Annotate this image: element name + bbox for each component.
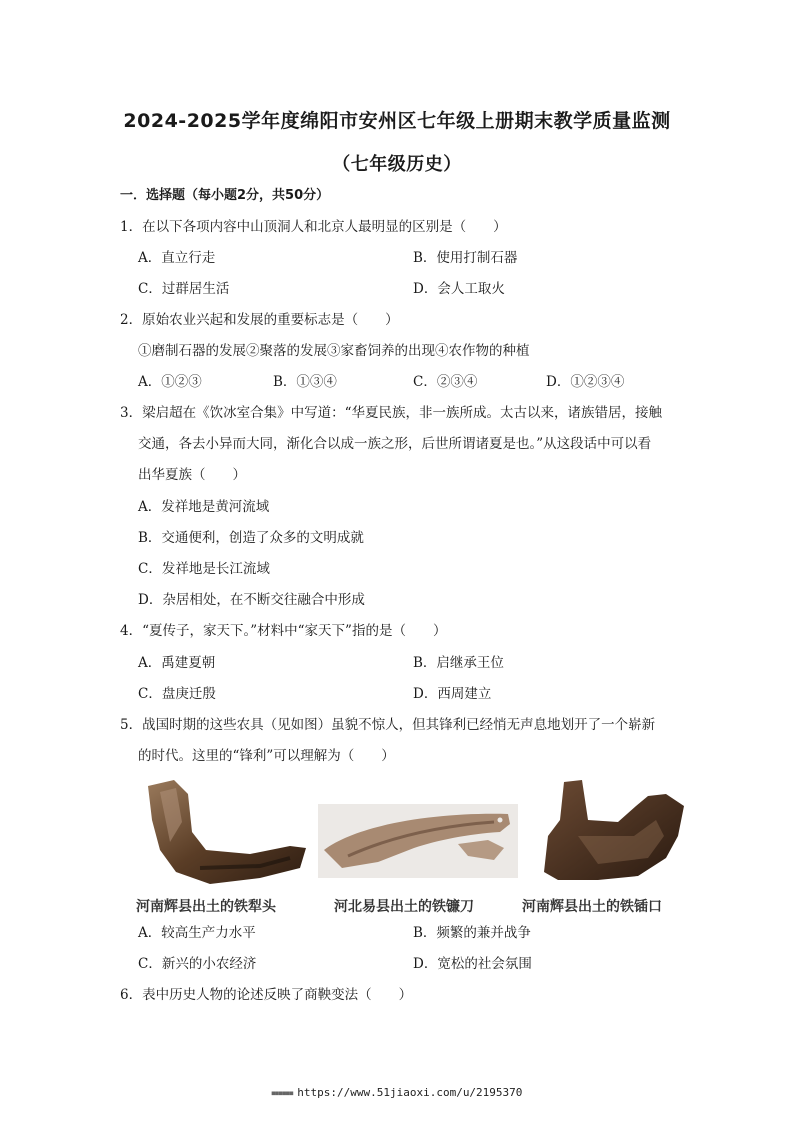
q3-option-b: B．交通便利，创造了众多的文明成就 <box>138 530 364 546</box>
footer-marks: ■■■■■■ <box>271 1089 294 1097</box>
q4-option-c: C．盘庚迁殷 <box>138 686 216 702</box>
iron-plowshare-image <box>140 772 310 890</box>
q3-option-a: A．发祥地是黄河流域 <box>138 499 270 515</box>
q1-option-c: C．过群居生活 <box>138 281 230 297</box>
q1-stem: 1．在以下各项内容中山顶洞人和北京人最明显的区别是（ ） <box>120 219 507 235</box>
q1-option-a: A．直立行走 <box>138 250 216 266</box>
iron-spade-edge-image <box>538 776 688 886</box>
q2-option-a: A．①②③ <box>138 374 202 390</box>
iron-sickle-image <box>318 804 518 878</box>
q3-option-c: C．发祥地是长江流域 <box>138 561 270 577</box>
figure-caption-plowshare: 河南辉县出土的铁犁头 <box>136 899 276 915</box>
q2-option-b: B．①③④ <box>273 374 337 390</box>
q5-option-c: C．新兴的小农经济 <box>138 956 257 972</box>
q5-stem-line1: 5．战国时期的这些农具（见如图）虽貌不惊人，但其锋利已经悄无声息地划开了一个崭新 <box>120 717 656 733</box>
q3-stem-line1: 3．梁启超在《饮冰室合集》中写道：“华夏民族，非一族所成。太古以来，诸族错居，接触 <box>120 405 662 421</box>
q1-option-b: B．使用打制石器 <box>413 250 518 266</box>
q6-stem: 6．表中历史人物的论述反映了商鞅变法（ ） <box>120 987 413 1003</box>
page-footer <box>0 1086 794 1099</box>
q3-option-d: D．杂居相处，在不断交往融合中形成 <box>138 592 365 608</box>
q5-stem-line2: 的时代。这里的“锋利”可以理解为（ ） <box>138 748 395 764</box>
figure-caption-spade: 河南辉县出土的铁锸口 <box>522 899 662 915</box>
q5-option-a: A．较高生产力水平 <box>138 925 256 941</box>
q1-option-d: D．会人工取火 <box>413 281 505 297</box>
q4-option-b: B．启继承王位 <box>413 655 504 671</box>
q3-stem-line2: 交通，各去小异而大同，渐化合以成一族之形，后世所谓诸夏是也。”从这段话中可以看 <box>138 436 652 452</box>
page-title: 2024-2025学年度绵阳市安州区七年级上册期末教学质量监测 <box>123 110 671 132</box>
q4-stem: 4．“夏传子，家天下。”材料中“家天下”指的是（ ） <box>120 623 447 639</box>
q2-option-c: C．②③④ <box>413 374 478 390</box>
q2-option-d: D．①②③④ <box>546 374 625 390</box>
q4-option-a: A．禹建夏朝 <box>138 655 216 671</box>
q2-stem: 2．原始农业兴起和发展的重要标志是（ ） <box>120 312 399 328</box>
q4-option-d: D．西周建立 <box>413 686 492 702</box>
q3-stem-line3: 出华夏族（ ） <box>138 467 246 483</box>
q5-option-b: B．频繁的兼并战争 <box>413 925 531 941</box>
page-subtitle: （七年级历史） <box>332 154 462 175</box>
q2-items: ①磨制石器的发展②聚落的发展③家畜饲养的出现④农作物的种植 <box>138 343 530 359</box>
q5-option-d: D．宽松的社会氛围 <box>413 956 532 972</box>
section-heading: 一．选择题（每小题2分，共50分） <box>120 188 330 203</box>
figure-caption-sickle: 河北易县出土的铁镰刀 <box>334 899 474 915</box>
footer-url[interactable]: https://www.51jiaoxi.com/u/2195370 <box>297 1086 523 1099</box>
